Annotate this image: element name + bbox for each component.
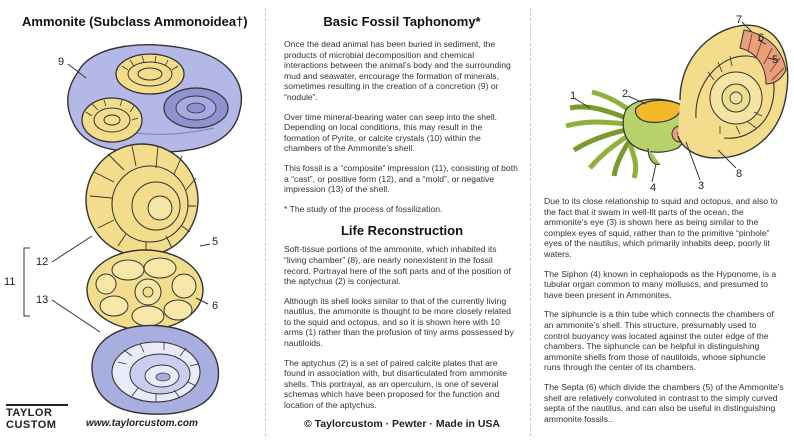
ammonite-title: Ammonite (Subclass Ammonoidea†): [22, 14, 248, 29]
label-8: 8: [736, 168, 743, 180]
label-11: 11: [4, 276, 16, 288]
ammonite-mold: [92, 325, 219, 414]
label-5-left: 5: [212, 236, 219, 248]
fold-line-left: [265, 8, 266, 436]
ammonite-crystal-section: [87, 250, 203, 330]
taphonomy-footnote: * The study of the process of fossilization.: [284, 203, 443, 214]
website-link[interactable]: www.taylorcustom.com: [86, 418, 198, 429]
label-13: 13: [36, 294, 49, 306]
label-7: 7: [736, 14, 743, 26]
reconstruction-paragraph-3: The aptychus (2) is a set of paired calcite plates that are found in association with, but disarticulated from ammonite shells. This portrayal, as an operculum, is one of several schemas which have been proposed for the function and location of the aptychus.: [284, 357, 508, 411]
taylor-custom-logo: TAYLOR CUSTOM: [6, 404, 68, 431]
reconstruction-paragraph-2: Although its shell looks similar to that of the currently living nautilus, the ammonite is thought to be more closely related to the squid and octopus, and so it is shown here with 10 arms (1) rather than the profusion of tiny arms possessed by nautiloids.: [284, 295, 514, 349]
taphonomy-paragraph-2: Over time mineral-bearing water can seep into the shell. Depending on local conditions, this may result in the formation of Pyrite, or calcite crystals (10) within the chambers of the Ammonite’s shell.: [284, 111, 498, 154]
nodule-impression: [164, 88, 228, 128]
nodule-ammonite-top: [116, 54, 184, 94]
siphuncle-paragraph: The siphuncle is a thin tube which connects the chambers of an ammonite’s shell. This structure, presumably used to control buoyancy was located against the outer edge of the chambers. The siphuncle can be helpful in distinguishing ammonite shells from those of nautiloids, whose siphuncle runs through the center of its chambers.: [544, 309, 774, 373]
copyright-footer: © Taylorcustom · Pewter · Made in USA: [304, 418, 500, 430]
siphon-paragraph: The Siphon (4) known in cephalopods as the Hyponome, is a tubular organ common to many molluscs, and presumed to have been present in Ammonites.: [544, 268, 777, 300]
septa-paragraph: The Septa (6) which divide the chambers (5) of the Ammonite’s shell are relatively convoluted in contrast to the simply curved septa of the nautilus, and can also be useful in distinguishing ammonite fossils..: [544, 381, 784, 424]
label-5-right: 5: [772, 54, 779, 66]
eye-paragraph: Due to its close relationship to squid and octopus, and also to the fact that it swam in well-lit parts of the ocean, the ammonite’s eye (3) is shown here as being similar to the complex eyes of squid, rather than to the primitive “pinhole” eyes of the nautilus, which primarily inhabits deep, poorly lit waters.: [544, 196, 778, 259]
nodule-ammonite-left: [82, 98, 142, 142]
reconstruction-paragraph-1: Soft-tissue portions of the ammonite, which inhabited its “living chamber” (8), are nearly nonexistent in the fossil record. Portrayal here of the soft parts and of the position of the aptychus (2) is conjectural.: [284, 244, 511, 287]
anatomy-column: [544, 196, 784, 433]
label-4: 4: [650, 182, 657, 194]
label-6-right: 6: [758, 32, 765, 44]
taphonomy-paragraph-3: This fossil is a “composite” impression (11), consisting of both a “cast”, or positive form (12), and a “mold”, or negative impression (13) of the shell.: [284, 162, 518, 195]
taphonomy-column: [284, 14, 520, 420]
label-6-left: 6: [212, 300, 219, 312]
label-3: 3: [698, 180, 705, 192]
life-reconstruction-title: Life Reconstruction: [340, 223, 464, 239]
label-9: 9: [58, 56, 65, 68]
label-12: 12: [36, 256, 49, 268]
label-1: 1: [570, 90, 577, 102]
shell: [678, 25, 788, 158]
taphonomy-title: Basic Fossil Taphonomy*: [323, 14, 481, 29]
taphonomy-paragraph-1: Once the dead animal has been buried in sediment, the products of microbial decomposition and chemical interactions between the animal’s body and the surrounding mud and seawater, encourage the formation of minerals, sometimes resulting in the creation of a concretion (9) or “nodule”.: [284, 39, 511, 102]
fossil-illustrations: [0, 0, 265, 444]
label-2: 2: [622, 88, 629, 100]
ammonite-cast: [86, 144, 198, 256]
